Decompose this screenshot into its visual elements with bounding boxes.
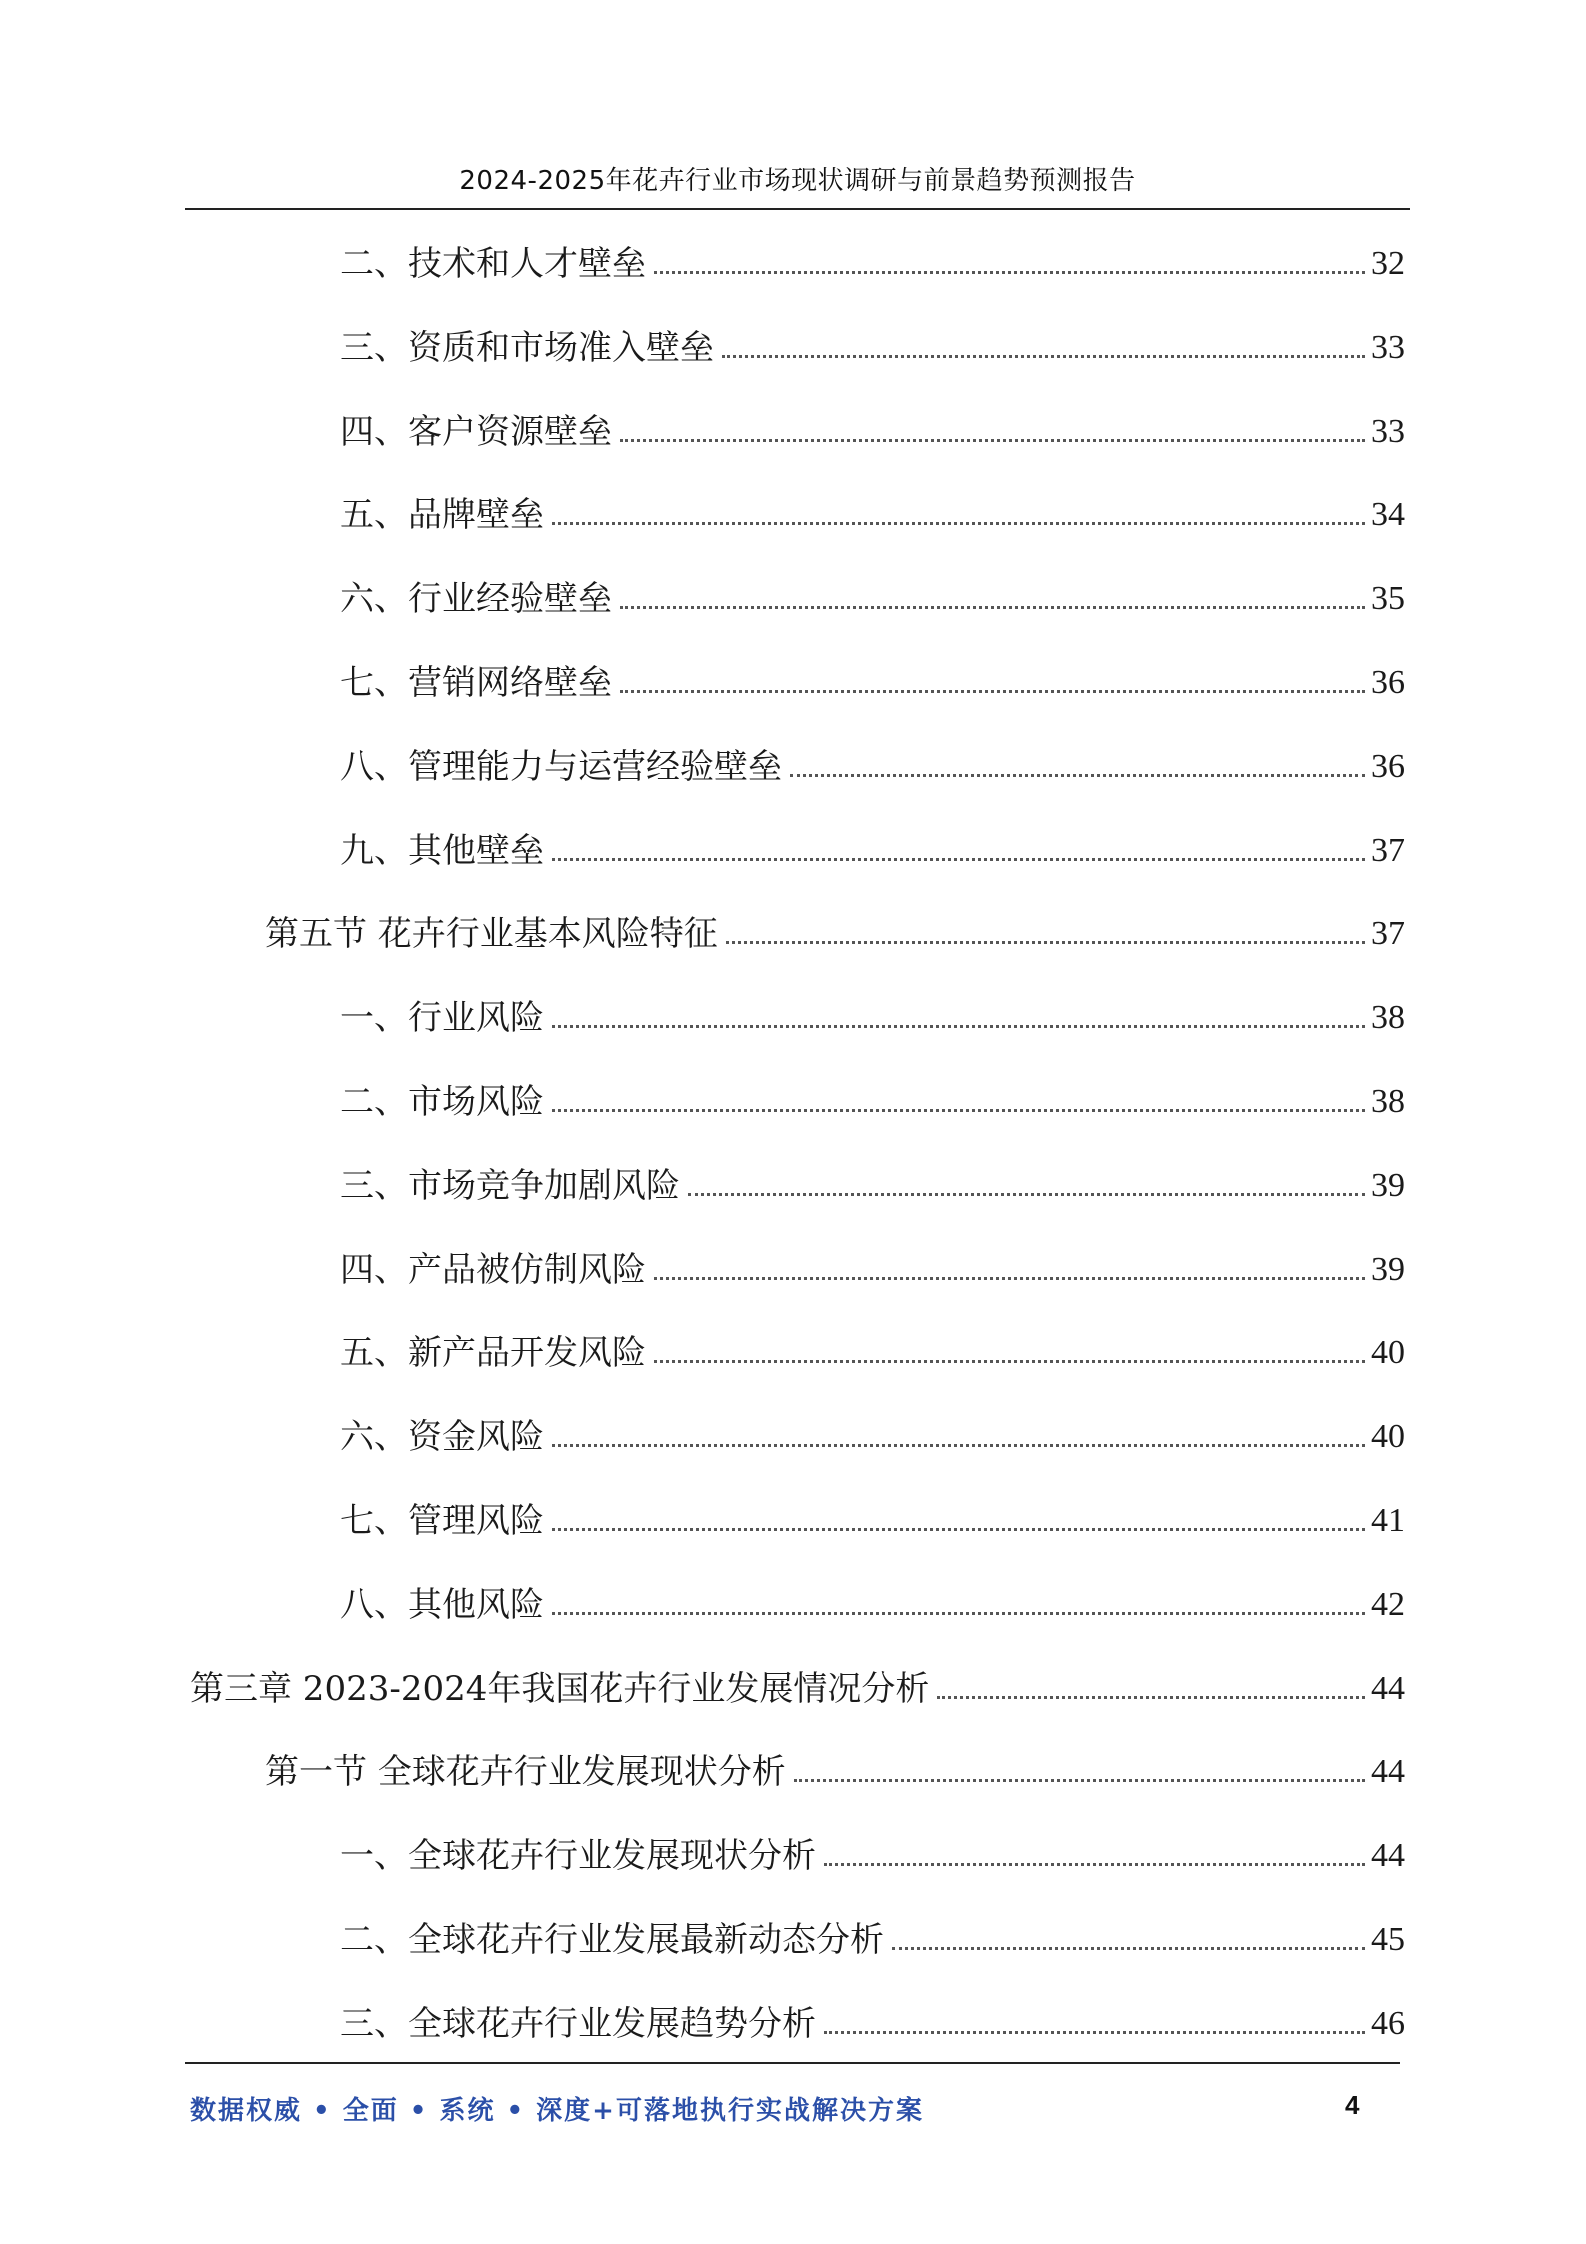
toc-dot-leader	[552, 858, 1365, 861]
toc-dot-leader	[552, 522, 1365, 525]
toc-entry-label: 八、其他风险	[340, 1584, 544, 1625]
toc-dot-leader	[726, 941, 1365, 944]
toc-dot-leader	[654, 1360, 1365, 1363]
toc-entry[interactable]	[340, 1986, 1405, 2046]
toc-dot-leader	[790, 774, 1365, 777]
toc-entry[interactable]	[340, 310, 1405, 370]
toc-entry-label: 八、管理能力与运营经验壁垒	[340, 746, 782, 787]
toc-entry-label: 五、新产品开发风险	[340, 1333, 646, 1374]
toc-entry-label: 六、资金风险	[340, 1417, 544, 1458]
toc-entry-page: 46	[1371, 2004, 1405, 2042]
toc-entry-page: 36	[1371, 664, 1405, 701]
toc-entry-label: 三、市场竞争加剧风险	[340, 1165, 680, 1206]
toc-dot-leader	[552, 1528, 1365, 1531]
toc-entry-label: 一、全球花卉行业发展现状分析	[340, 1836, 816, 1877]
toc-dot-leader	[552, 1109, 1365, 1112]
toc-entry-label: 九、其他壁垒	[340, 830, 544, 871]
toc-entry-label: 七、营销网络壁垒	[340, 663, 612, 703]
page-header-title: 2024-2025年花卉行业市场现状调研与前景趋势预测报告	[459, 166, 1136, 196]
toc-entry-label: 第五节 花卉行业基本风险特征	[265, 914, 718, 955]
toc-entry-page: 37	[1371, 915, 1405, 953]
toc-entry-page: 39	[1371, 1166, 1405, 1204]
toc-entry-label: 三、资质和市场准入壁垒	[340, 327, 714, 368]
toc-entry[interactable]	[340, 561, 1405, 621]
toc-entry-label: 三、全球花卉行业发展趋势分析	[340, 2003, 816, 2044]
toc-entry-label: 第一节 全球花卉行业发展现状分析	[265, 1752, 786, 1793]
toc-entry-page: 44	[1371, 1837, 1405, 1875]
toc-entry[interactable]	[340, 226, 1405, 286]
footer-page-number: 4	[1345, 2090, 1360, 2120]
toc-entry-page: 44	[1371, 1669, 1405, 1707]
toc-entry-page: 35	[1371, 580, 1405, 618]
toc-entry[interactable]	[340, 394, 1405, 454]
toc-dot-leader	[688, 1193, 1365, 1196]
toc-entry[interactable]	[340, 813, 1405, 873]
toc-entry-page: 45	[1371, 1921, 1405, 1958]
header-divider	[185, 208, 1410, 210]
toc-dot-leader	[824, 1863, 1365, 1866]
footer-divider	[185, 2062, 1400, 2064]
toc-entry[interactable]	[265, 1734, 1405, 1794]
toc-entry-page: 33	[1371, 328, 1405, 366]
toc-entry-page: 41	[1371, 1502, 1405, 1539]
toc-entry-label: 六、行业经验壁垒	[340, 579, 612, 620]
toc-entry-label: 第三章 2023-2024年我国花卉行业发展情况分析	[190, 1668, 930, 1709]
toc-entry-page: 33	[1371, 412, 1405, 450]
toc-entry[interactable]	[340, 1818, 1405, 1878]
toc-dot-leader	[620, 439, 1365, 442]
toc-entry[interactable]	[340, 1064, 1405, 1124]
toc-dot-leader	[794, 1779, 1365, 1782]
toc-dot-leader	[722, 355, 1365, 358]
toc-dot-leader	[552, 1612, 1365, 1615]
toc-entry-page: 39	[1371, 1250, 1405, 1288]
toc-entry-page: 38	[1371, 1083, 1405, 1120]
toc-dot-leader	[824, 2031, 1365, 2034]
toc-entry-page: 32	[1371, 245, 1405, 282]
toc-entry-page: 36	[1371, 747, 1405, 785]
toc-dot-leader	[937, 1696, 1365, 1699]
toc-entry-page: 40	[1371, 1418, 1405, 1456]
toc-entry-page: 38	[1371, 999, 1405, 1037]
toc-entry-label: 七、管理风险	[340, 1501, 544, 1541]
toc-entry[interactable]	[340, 1902, 1405, 1962]
toc-entry-label: 五、品牌壁垒	[340, 495, 544, 536]
toc-entry-page: 42	[1371, 1585, 1405, 1623]
toc-dot-leader	[654, 1277, 1365, 1280]
toc-dot-leader	[552, 1444, 1365, 1447]
toc-entry-label: 一、行业风险	[340, 998, 544, 1039]
toc-entry-label: 四、客户资源壁垒	[340, 411, 612, 452]
toc-entry[interactable]	[340, 1567, 1405, 1627]
toc-entry-page: 44	[1371, 1753, 1405, 1791]
toc-entry-page: 37	[1371, 831, 1405, 869]
toc-entry-label: 二、技术和人才壁垒	[340, 244, 646, 284]
toc-entry[interactable]	[340, 1483, 1405, 1543]
toc-dot-leader	[654, 271, 1365, 274]
toc-entry[interactable]	[340, 1232, 1405, 1292]
toc-entry[interactable]	[340, 645, 1405, 705]
toc-entry[interactable]	[340, 1315, 1405, 1375]
toc-dot-leader	[552, 1025, 1365, 1028]
toc-dot-leader	[620, 690, 1365, 693]
footer-slogan: 数据权威 • 全面 • 系统 • 深度+可落地执行实战解决方案	[190, 2096, 924, 2126]
toc-entry-label: 二、全球花卉行业发展最新动态分析	[340, 1920, 884, 1960]
toc-entry-label: 二、市场风险	[340, 1082, 544, 1122]
toc-dot-leader	[892, 1947, 1365, 1950]
toc-entry[interactable]	[340, 1148, 1405, 1208]
toc-entry[interactable]	[340, 477, 1405, 537]
toc-entry-label: 四、产品被仿制风险	[340, 1249, 646, 1290]
toc-entry[interactable]	[340, 729, 1405, 789]
toc-entry-page: 40	[1371, 1334, 1405, 1372]
toc-entry[interactable]	[340, 1399, 1405, 1459]
toc-entry[interactable]	[265, 896, 1405, 956]
toc-entry[interactable]	[190, 1651, 1405, 1711]
toc-entry-page: 34	[1371, 496, 1405, 534]
toc-dot-leader	[620, 606, 1365, 609]
toc-entry[interactable]	[340, 980, 1405, 1040]
